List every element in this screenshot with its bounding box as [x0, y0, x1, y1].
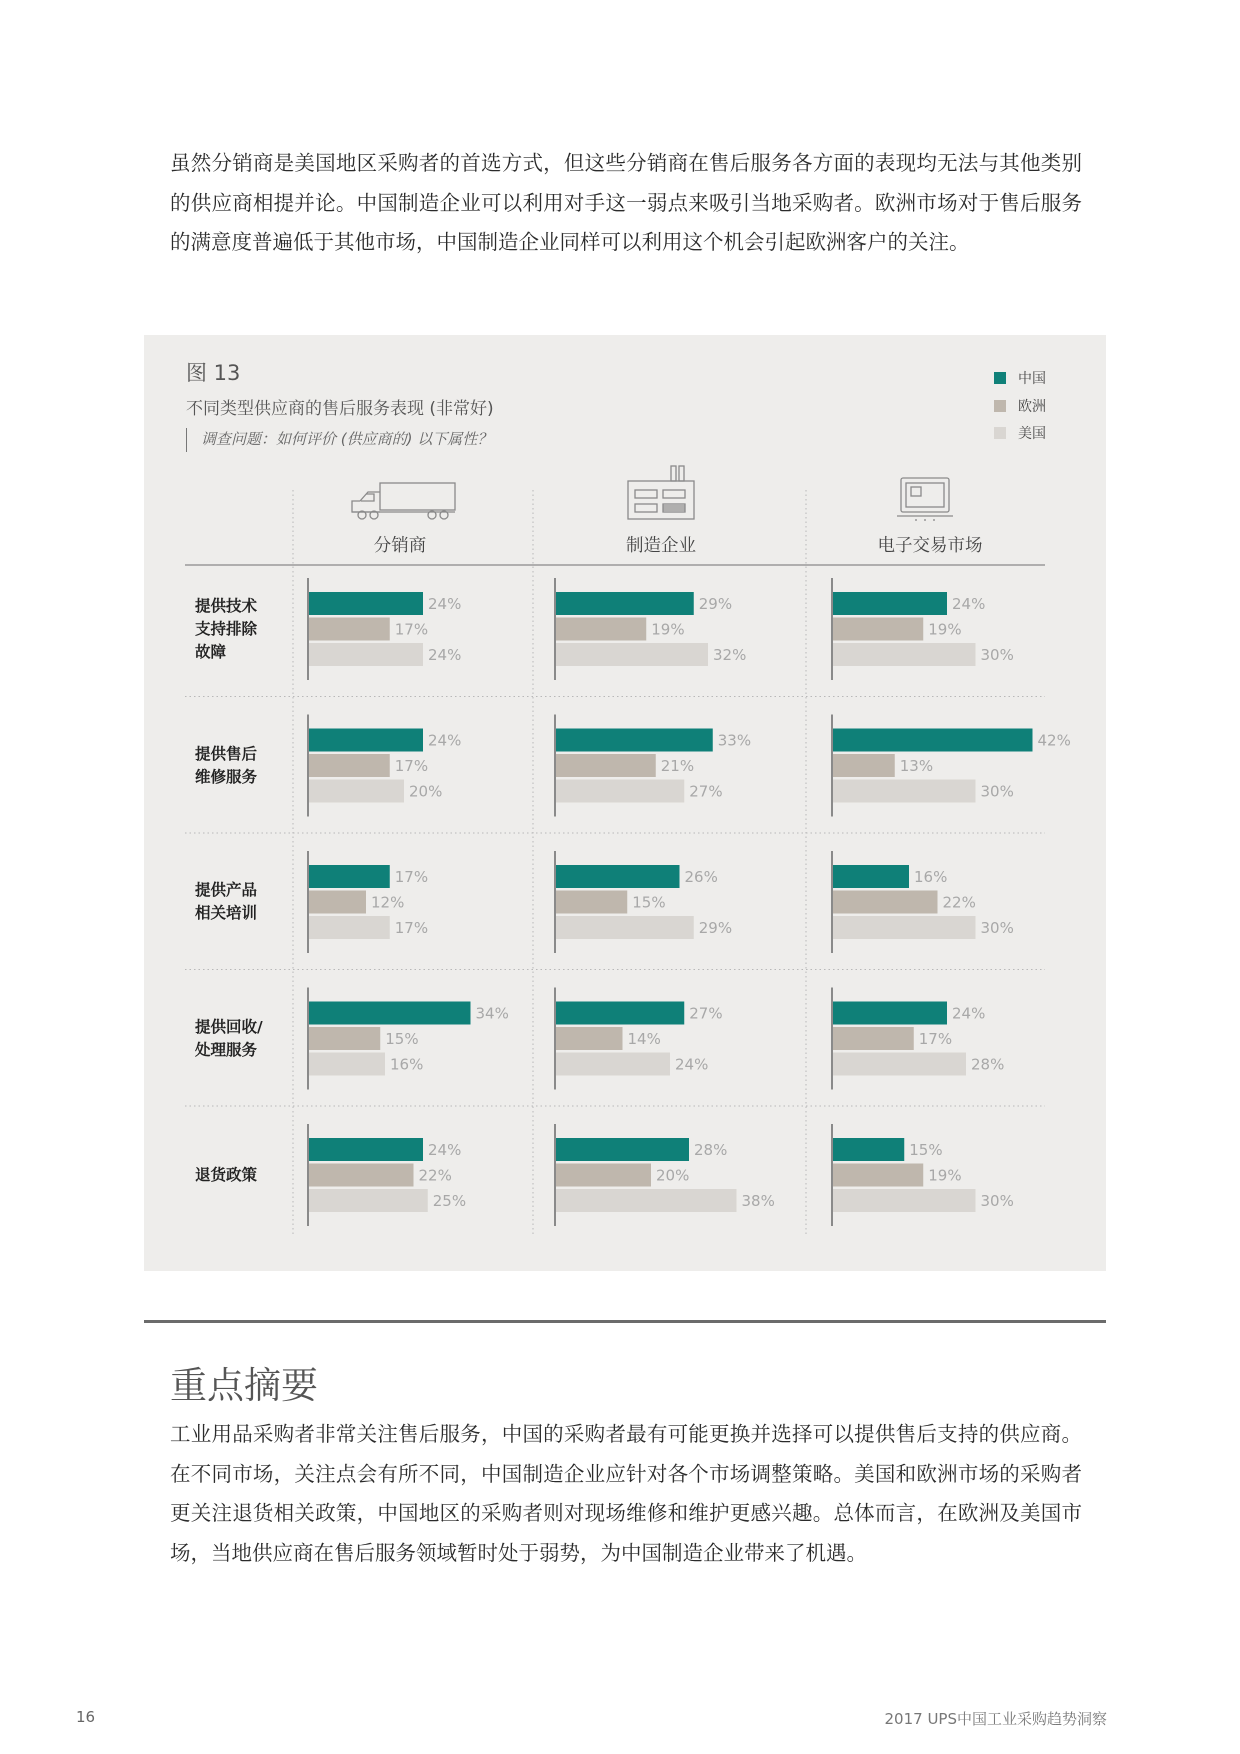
bar-europe [309, 1164, 414, 1187]
row-label-line: 退货政策 [195, 1165, 258, 1184]
bar-usa [833, 643, 976, 666]
bar-value-label: 25% [432, 1192, 467, 1210]
bar-europe [556, 618, 646, 641]
bar-value-label: 27% [689, 782, 723, 801]
bar-value-label: 33% [717, 731, 752, 750]
bar-value-label: 13% [899, 757, 934, 775]
bar-usa [556, 780, 684, 803]
row-label-line: 提供产品 [195, 881, 258, 899]
figure-label: 图 13 [186, 361, 241, 385]
bar-value-label: 17% [394, 919, 429, 937]
bar-value-label: 24% [952, 595, 986, 613]
bar-value-label: 19% [928, 620, 962, 639]
bar-china [309, 1138, 423, 1161]
bar-china [309, 1002, 471, 1025]
bar-europe [833, 1164, 923, 1187]
bar-europe [833, 618, 923, 641]
bar-value-label: 30% [980, 782, 1014, 801]
bar-china [833, 1138, 904, 1161]
bar-usa [556, 1053, 670, 1076]
bar-value-label: 30% [980, 919, 1014, 937]
column-label-manufacturer: 制造企业 [626, 536, 696, 556]
bar-europe [556, 1027, 623, 1050]
bar-usa [309, 1053, 385, 1076]
bar-value-label: 24% [428, 731, 462, 750]
bar-china [833, 865, 909, 888]
bar-usa [833, 780, 976, 803]
bar-usa [833, 1053, 966, 1076]
bar-china [556, 729, 713, 752]
bar-value-label: 17% [918, 1030, 953, 1048]
bar-value-label: 16% [390, 1055, 424, 1074]
bar-usa [309, 643, 423, 666]
bar-value-label: 27% [689, 1004, 723, 1023]
bar-europe [309, 1027, 380, 1050]
legend-label-usa: 美国 [1018, 426, 1046, 442]
bar-value-label: 30% [980, 646, 1014, 664]
survey-question: 调查问题：如何评价 (供应商的) 以下属性？ [186, 428, 492, 452]
bar-value-label: 15% [909, 1141, 943, 1159]
bar-europe [833, 1027, 914, 1050]
bar-value-label: 16% [914, 868, 948, 886]
bar-value-label: 26% [684, 868, 718, 886]
bar-value-label: 24% [428, 1141, 462, 1159]
row-label-line: 支持排除 [195, 619, 258, 638]
bar-china [556, 1002, 684, 1025]
legend-label-europe: 欧洲 [1018, 399, 1046, 415]
bar-usa [833, 916, 976, 939]
page-number: 16 [76, 1708, 96, 1726]
row-label-line: 故障 [195, 642, 227, 661]
bar-value-label: 32% [713, 646, 747, 664]
bar-usa [309, 916, 390, 939]
bar-usa [309, 780, 404, 803]
bar-china [556, 592, 694, 615]
bar-usa [309, 1189, 428, 1212]
figure-title: 不同类型供应商的售后服务表现 (非常好) [186, 399, 494, 419]
footer-title: 2017 UPS中国工业采购趋势洞察 [884, 1710, 1107, 1728]
bar-usa [556, 1189, 737, 1212]
bar-value-label: 21% [660, 757, 695, 775]
bar-usa [833, 1189, 976, 1212]
row-label-line: 提供售后 [195, 744, 258, 763]
column-label-distributor: 分销商 [373, 536, 427, 556]
bar-value-label: 34% [475, 1004, 509, 1023]
bar-europe [556, 754, 656, 777]
bar-value-label: 29% [698, 919, 733, 937]
bar-value-label: 20% [409, 782, 443, 801]
bar-value-label: 17% [394, 868, 429, 886]
bar-value-label: 24% [428, 646, 462, 664]
bar-value-label: 38% [741, 1192, 775, 1210]
bar-europe [309, 754, 390, 777]
bar-value-label: 28% [971, 1055, 1005, 1074]
bar-value-label: 20% [656, 1166, 690, 1185]
bar-value-label: 12% [371, 893, 405, 912]
bar-china [309, 592, 423, 615]
bar-china [309, 729, 423, 752]
bar-value-label: 15% [632, 893, 666, 912]
bar-europe [309, 891, 366, 914]
bar-europe [833, 891, 938, 914]
bar-china [833, 729, 1033, 752]
bar-china [309, 865, 390, 888]
bar-europe [556, 891, 627, 914]
section-rule [144, 1320, 1106, 1323]
bar-value-label: 28% [694, 1141, 728, 1159]
bar-value-label: 30% [980, 1192, 1014, 1210]
intro-paragraph: 虽然分销商是美国地区采购者的首选方式，但这些分销商在售后服务各方面的表现均无法与其他类别的供应商相提并论。中国制造企业可以利用对手这一弱点来吸引当地采购者。欧洲市场对于售后服务的满意度普遍低于其他市场，中国制造企业同样可以利用这个机会引起欧洲客户的关注。 [170, 151, 1082, 254]
bar-value-label: 29% [698, 595, 733, 613]
bar-value-label: 19% [928, 1166, 962, 1185]
summary-heading: 重点摘要 [170, 1364, 318, 1407]
row-label-line: 处理服务 [195, 1040, 258, 1059]
bar-value-label: 15% [385, 1030, 419, 1048]
bar-value-label: 24% [675, 1055, 709, 1074]
bar-china [556, 1138, 689, 1161]
bar-china [833, 592, 947, 615]
legend-label-china: 中国 [1018, 371, 1046, 387]
bar-europe [556, 1164, 651, 1187]
bar-china [833, 1002, 947, 1025]
bar-value-label: 14% [627, 1030, 661, 1048]
row-label-line: 提供技术 [195, 596, 258, 615]
bar-value-label: 24% [428, 595, 462, 613]
row-label-line: 维修服务 [195, 767, 258, 786]
bar-europe [833, 754, 895, 777]
row-label-line: 相关培训 [195, 904, 258, 922]
summary-paragraph: 工业用品采购者非常关注售后服务，中国的采购者最有可能更换并选择可以提供售后支持的供应商。在不同市场，关注点会有所不同，中国制造企业应针对各个市场调整策略。美国和欧洲市场的采购者更关注退货相关政策，中国地区的采购者则对现场维修和维护更感兴趣。总体而言，在欧洲及美国市场，当地供应商在售后服务领域暂时处于弱势，为中国制造企业带来了机遇。 [170, 1422, 1082, 1565]
bar-value-label: 22% [418, 1166, 452, 1185]
bar-usa [556, 916, 694, 939]
bar-europe [309, 618, 390, 641]
bar-value-label: 19% [651, 620, 685, 639]
bar-value-label: 24% [952, 1004, 986, 1023]
bar-value-label: 22% [942, 893, 976, 912]
bar-value-label: 42% [1037, 731, 1071, 750]
bar-usa [556, 643, 708, 666]
column-label-ecommerce: 电子交易市场 [877, 536, 983, 556]
bar-value-label: 17% [394, 620, 429, 639]
bar-value-label: 17% [394, 757, 429, 775]
row-label-line: 提供回收/ [195, 1017, 263, 1036]
bar-china [556, 865, 680, 888]
